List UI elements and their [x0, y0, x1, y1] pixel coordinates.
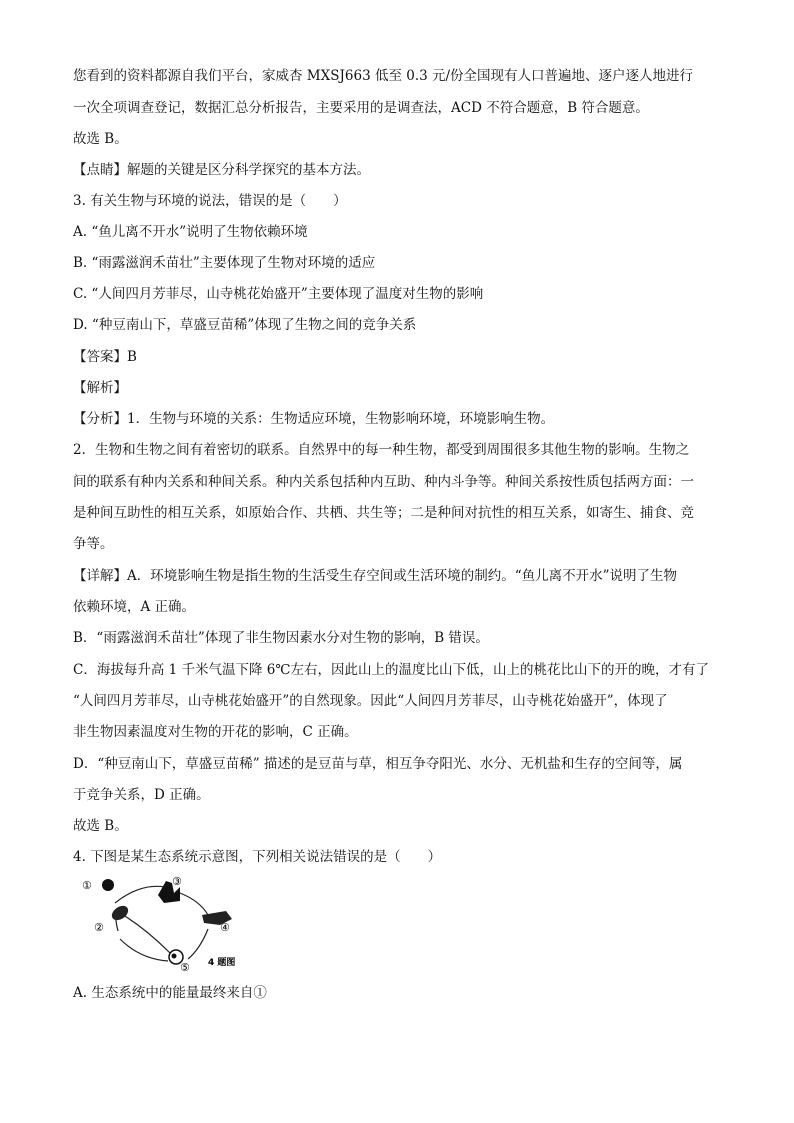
label-1: ① — [82, 879, 92, 892]
label-2: ② — [94, 921, 104, 934]
text-line: 一次全项调查登记，数据汇总分析报告，主要采用的是调查法，ACD 不符合题意，B 符合题意。 — [73, 100, 649, 116]
analysis-heading: 【解析】 — [73, 380, 127, 396]
figure-caption: 4 题图 — [208, 958, 236, 968]
label-3: ③ — [172, 875, 182, 888]
text-line: B．“雨露滋润禾苗壮”体现了非生物因素水分对生物的影响，B 错误。 — [73, 630, 489, 646]
plant-icon — [109, 903, 131, 923]
text-line: 【详解】A．环境影响生物是指生物的生活受生存空间或生活环境的制约。“鱼儿离不开水”说明了生物 — [73, 568, 678, 584]
text-line: 您看到的资料都源自我们平台，家威杏 MXSJ663 低至 0.3 元/份全国现有人口普遍地、逐户逐人地进行 — [73, 68, 694, 84]
text-line: D．“种豆南山下，草盛豆苗稀” 描述的是豆苗与草，相互争夺阳光、水分、无机盐和生存的空间等，属 — [73, 756, 683, 772]
question-3: 3. 有关生物与环境的说法，错误的是（ ） — [73, 193, 347, 209]
text-line: 是种间互助性的相互关系，如原始合作、共栖、共生等；二是种间对抗性的相互关系，如寄生、捕食、竞 — [73, 505, 694, 521]
question-4-option-a: A. 生态系统中的能量最终来自① — [73, 985, 267, 1001]
text-line: 2．生物和生物之间有着密切的联系。自然界中的每一种生物，都受到周围很多其他生物的影响。生物之 — [73, 442, 690, 458]
label-5: ⑤ — [180, 961, 190, 973]
text-line: “人间四月芳菲尽，山寺桃花始盛开”的自然现象。因此“人间四月芳菲尽，山寺桃花始盛开”，体现了 — [73, 693, 668, 709]
tip-line: 【点睛】解题的关键是区分科学探究的基本方法。 — [73, 162, 370, 178]
option-a: A. “鱼儿离不开水”说明了生物依赖环境 — [73, 224, 308, 240]
text-line: 间的联系有种内关系和种间关系。种内关系包括种内互助、种内斗争等。种间关系按性质包括两方面：一 — [73, 474, 694, 490]
question-4: 4. 下图是某生态系统示意图，下列相关说法错误的是（ ） — [73, 849, 442, 865]
ecosystem-diagram — [80, 873, 250, 973]
text-line: 故选 B。 — [73, 131, 128, 147]
sun-icon — [102, 879, 114, 891]
label-4: ④ — [220, 921, 230, 934]
answer-line: 【答案】B — [73, 349, 137, 365]
text-line: C．海拔每升高 1 千米气温下降 6℃左右，因此山上的温度比山下低，山上的桃花比山下的开的晚，才有了 — [73, 662, 709, 678]
option-c: C. “人间四月芳菲尽，山寺桃花始盛开”主要体现了温度对生物的影响 — [73, 286, 484, 302]
text-line: 于竞争关系，D 正确。 — [73, 787, 210, 803]
text-line: 故选 B。 — [73, 818, 128, 834]
text-line: 争等。 — [73, 536, 114, 552]
text-line: 非生物因素温度对生物的开花的影响，C 正确。 — [73, 724, 358, 740]
text-line: 依赖环境，A 正确。 — [73, 599, 196, 615]
option-b: B. “雨露滋润禾苗壮”主要体现了生物对环境的适应 — [73, 255, 376, 271]
text-line: 【分析】1．生物与环境的关系：生物适应环境，生物影响环境，环境影响生物。 — [73, 411, 555, 427]
option-d: D. “种豆南山下，草盛豆苗稀”体现了生物之间的竞争关系 — [73, 317, 417, 333]
